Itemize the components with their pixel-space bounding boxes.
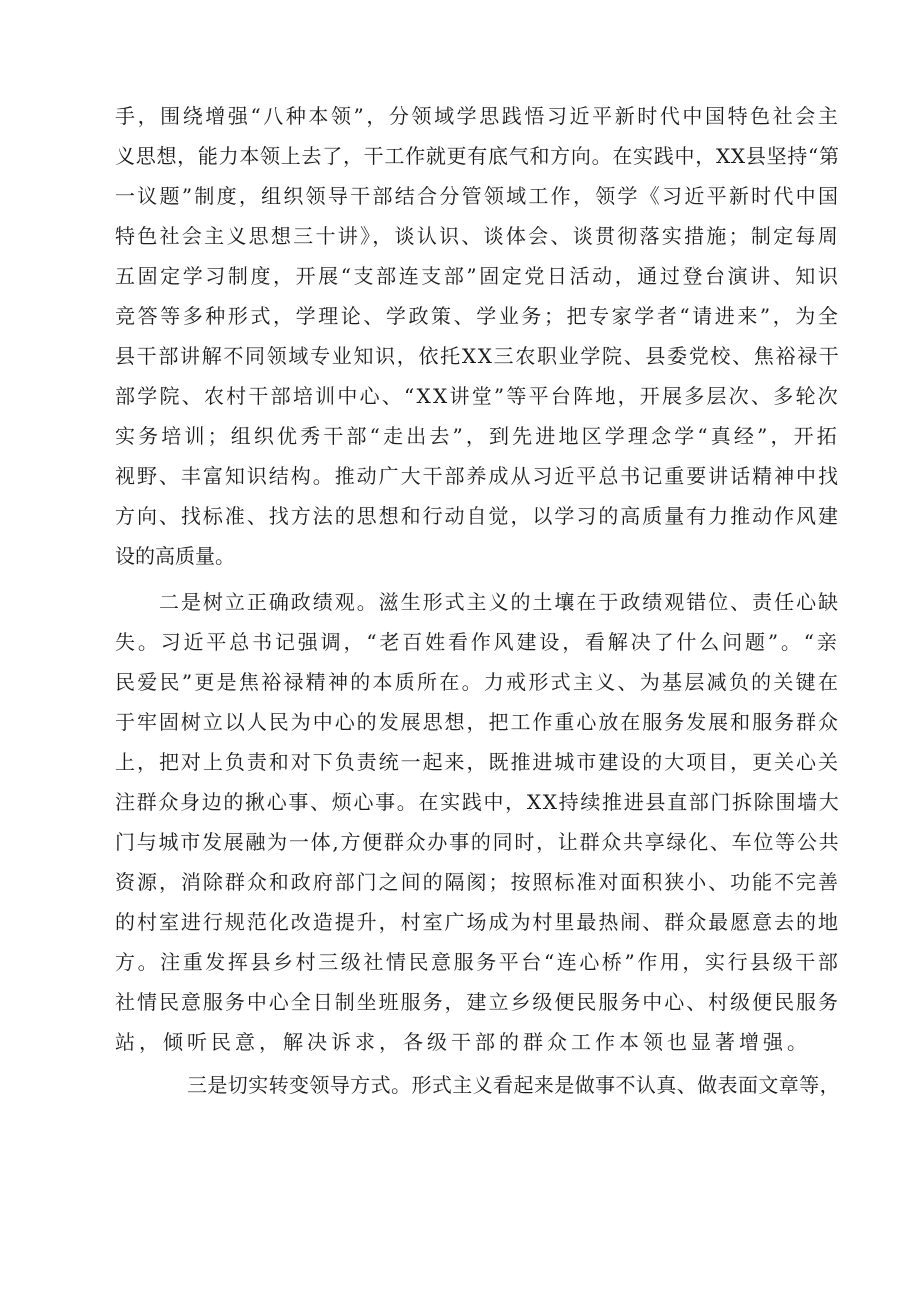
paragraph-line: 义思想，能力本领上去了，干工作就更有底气和方向。在实践中，XX县坚持“第: [115, 144, 840, 168]
paragraph-line: 方向、找标准、找方法的思想和行动自觉，以学习的高质量有力推动作风建: [115, 504, 840, 528]
paragraph-line: 上，把对上负责和对下负责统一起来，既推进城市建设的大项目，更关心关: [115, 750, 840, 774]
paragraph-line: 视野、丰富知识结构。推动广大干部养成从习近平总书记重要讲话精神中找: [115, 464, 840, 488]
paragraph-line: 门与城市发展融为一体,方便群众办事的同时，让群众共享绿化、车位等公共: [115, 830, 841, 854]
paragraph-line: 竞答等多种形式，学理论、学政策、学业务；把专家学者“请进来”，为全: [115, 304, 841, 328]
paragraph-line: 失。习近平总书记强调，“老百姓看作风建设，看解决了什么问题”。“亲: [115, 630, 840, 654]
paragraph-line: 实务培训；组织优秀干部“走出去”，到先进地区学理念学“真经”，开拓: [115, 424, 840, 448]
paragraph-line: 设的高质量。: [115, 544, 235, 568]
paragraph-line: 五固定学习制度，开展“支部连支部”固定党日活动，通过登台演讲、知识: [115, 264, 841, 288]
paragraph-line: 注群众身边的揪心事、烦心事。在实践中，XX持续推进县直部门拆除围墙大: [115, 790, 841, 814]
paragraph-line: 特色社会主义思想三十讲》，谈认识、谈体会、谈贯彻落实措施；制定每周: [115, 224, 840, 248]
paragraph-line: 县干部讲解不同领域专业知识，依托XX三农职业学院、县委党校、焦裕禄干: [115, 344, 841, 368]
paragraph-line: 于牢固树立以人民为中心的发展思想，把工作重心放在服务发展和服务群众: [115, 710, 840, 734]
paragraph-line: 手，围绕增强“八种本领”，分领域学思践悟习近平新时代中国特色社会主: [115, 104, 841, 128]
paragraph-line: 三是切实转变领导方式。形式主义看起来是做事不认真、做表面文章等，: [187, 1073, 840, 1097]
paragraph-line: 民爱民”更是焦裕禄精神的本质所在。力戒形式主义、为基层减负的关键在: [115, 670, 841, 694]
paragraph-line: 一议题”制度，组织领导干部结合分管领域工作，领学《习近平新时代中国: [115, 184, 841, 208]
paragraph-line: 部学院、农村干部培训中心、“XX讲堂”等平台阵地，开展多层次、多轮次: [115, 384, 840, 408]
paragraph-line: 方。注重发挥县乡村三级社情民意服务平台“连心桥”作用，实行县级干部: [115, 950, 841, 974]
paragraph-line: 的村室进行规范化改造提升，村室广场成为村里最热闹、群众最愿意去的地: [115, 910, 840, 934]
document-body: [115, 96, 840, 1096]
paragraph-line: 站，倾听民意，解决诉求，各级干部的群众工作本领也显著增强。: [115, 1030, 811, 1054]
paragraph-line: 资源，消除群众和政府部门之间的隔阂；按照标准对面积狭小、功能不完善: [115, 870, 840, 894]
paragraph-line: 社情民意服务中心全日制坐班服务，建立乡级便民服务中心、村级便民服务: [115, 990, 840, 1014]
paragraph-line: 二是树立正确政绩观。滋生形式主义的土壤在于政绩观错位、责任心缺: [159, 590, 840, 614]
